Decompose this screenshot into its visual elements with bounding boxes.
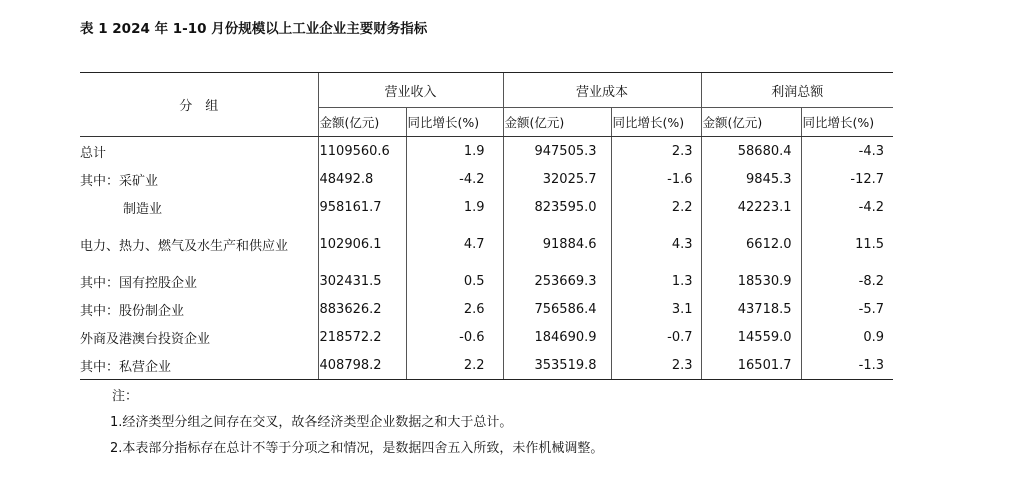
row-label: 外商及港澳台投资企业	[80, 331, 211, 347]
cost-amount: 91884.6	[503, 221, 611, 267]
revenue-amount: 102906.1	[318, 221, 406, 267]
revenue-amount-header: 金额(亿元)	[318, 108, 406, 137]
profit-growth: 11.5	[801, 221, 893, 267]
row-label: 其中：国有控股企业	[80, 275, 198, 291]
row-label: 其中：采矿业	[80, 173, 159, 189]
financial-indicators-table	[80, 72, 893, 380]
revenue-amount: 958161.7	[318, 193, 406, 221]
note-1: 1.经济类型分组之间存在交叉，故各经济类型企业数据之和大于总计。	[110, 415, 513, 430]
profit-amount: 6612.0	[701, 221, 801, 267]
row-label: 其中：私营企业	[80, 351, 318, 380]
note-2: 2.本表部分指标存在总计不等于分项之和情况，是数据四舍五入所致，未作机械调整。	[110, 441, 604, 456]
profit-header: 利润总额	[701, 73, 893, 108]
profit-growth: -4.2	[801, 193, 893, 221]
row-label: 其中：股份制企业	[80, 303, 185, 319]
profit-growth-header: 同比增长(%)	[801, 108, 893, 137]
table-row	[80, 221, 893, 267]
row-label-cell	[80, 193, 318, 221]
cost-amount: 353519.8	[503, 351, 611, 380]
cost-amount: 184690.9	[503, 323, 611, 351]
profit-amount: 18530.9	[701, 267, 801, 295]
table-row	[80, 267, 893, 295]
profit-amount: 43718.5	[701, 295, 801, 323]
profit-amount: 58680.4	[701, 137, 801, 166]
cost-amount-header: 金额(亿元)	[503, 108, 611, 137]
revenue-amount: 48492.8	[318, 165, 406, 193]
cost-growth: 2.3	[611, 137, 701, 166]
revenue-growth: 2.2	[406, 351, 503, 380]
revenue-growth: 4.7	[406, 221, 503, 267]
profit-amount: 42223.1	[701, 193, 801, 221]
revenue-growth-header: 同比增长(%)	[406, 108, 503, 137]
profit-amount: 14559.0	[701, 323, 801, 351]
profit-growth: -5.7	[801, 295, 893, 323]
profit-growth: 0.9	[801, 323, 893, 351]
cost-amount: 947505.3	[503, 137, 611, 166]
cost-growth-header: 同比增长(%)	[611, 108, 701, 137]
revenue-amount: 218572.2	[318, 323, 406, 351]
cost-amount: 32025.7	[503, 165, 611, 193]
row-label: 电力、热力、燃气及水生产和供应业	[80, 238, 289, 254]
group-header: 分 组	[80, 73, 318, 137]
table-title: 表 1 2024 年 1-10 月份规模以上工业企业主要财务指标	[80, 21, 428, 37]
table-row	[80, 351, 893, 380]
table-row	[80, 165, 893, 193]
profit-growth: -1.3	[801, 351, 893, 380]
revenue-growth: 2.6	[406, 295, 503, 323]
cost-header: 营业成本	[503, 73, 701, 108]
cost-growth: -0.7	[611, 323, 701, 351]
cost-amount: 823595.0	[503, 193, 611, 221]
revenue-amount: 1109560.6	[318, 137, 406, 166]
cost-growth: 3.1	[611, 295, 701, 323]
revenue-header: 营业收入	[318, 73, 503, 108]
revenue-amount: 408798.2	[318, 351, 406, 380]
revenue-growth: -0.6	[406, 323, 503, 351]
table-row	[80, 323, 893, 351]
cost-amount: 253669.3	[503, 267, 611, 295]
revenue-growth: 1.9	[406, 193, 503, 221]
table-row	[80, 295, 893, 323]
revenue-growth: 0.5	[406, 267, 503, 295]
notes	[110, 390, 603, 468]
cost-growth: 2.3	[611, 351, 701, 380]
row-label: 总计	[80, 145, 107, 161]
profit-growth: -4.3	[801, 137, 893, 166]
cost-growth: -1.6	[611, 165, 701, 193]
profit-amount: 9845.3	[701, 165, 801, 193]
cost-growth: 4.3	[611, 221, 701, 267]
row-label: 制造业	[123, 201, 163, 217]
cost-growth: 1.3	[611, 267, 701, 295]
table-row	[80, 193, 893, 221]
revenue-amount: 302431.5	[318, 267, 406, 295]
cost-growth: 2.2	[611, 193, 701, 221]
notes-heading: 注：	[112, 389, 139, 404]
revenue-growth: -4.2	[406, 165, 503, 193]
cost-amount: 756586.4	[503, 295, 611, 323]
profit-growth: -12.7	[801, 165, 893, 193]
profit-amount-header: 金额(亿元)	[701, 108, 801, 137]
table-row	[80, 137, 893, 166]
revenue-amount: 883626.2	[318, 295, 406, 323]
revenue-growth: 1.9	[406, 137, 503, 166]
profit-amount: 16501.7	[701, 351, 801, 380]
profit-growth: -8.2	[801, 267, 893, 295]
